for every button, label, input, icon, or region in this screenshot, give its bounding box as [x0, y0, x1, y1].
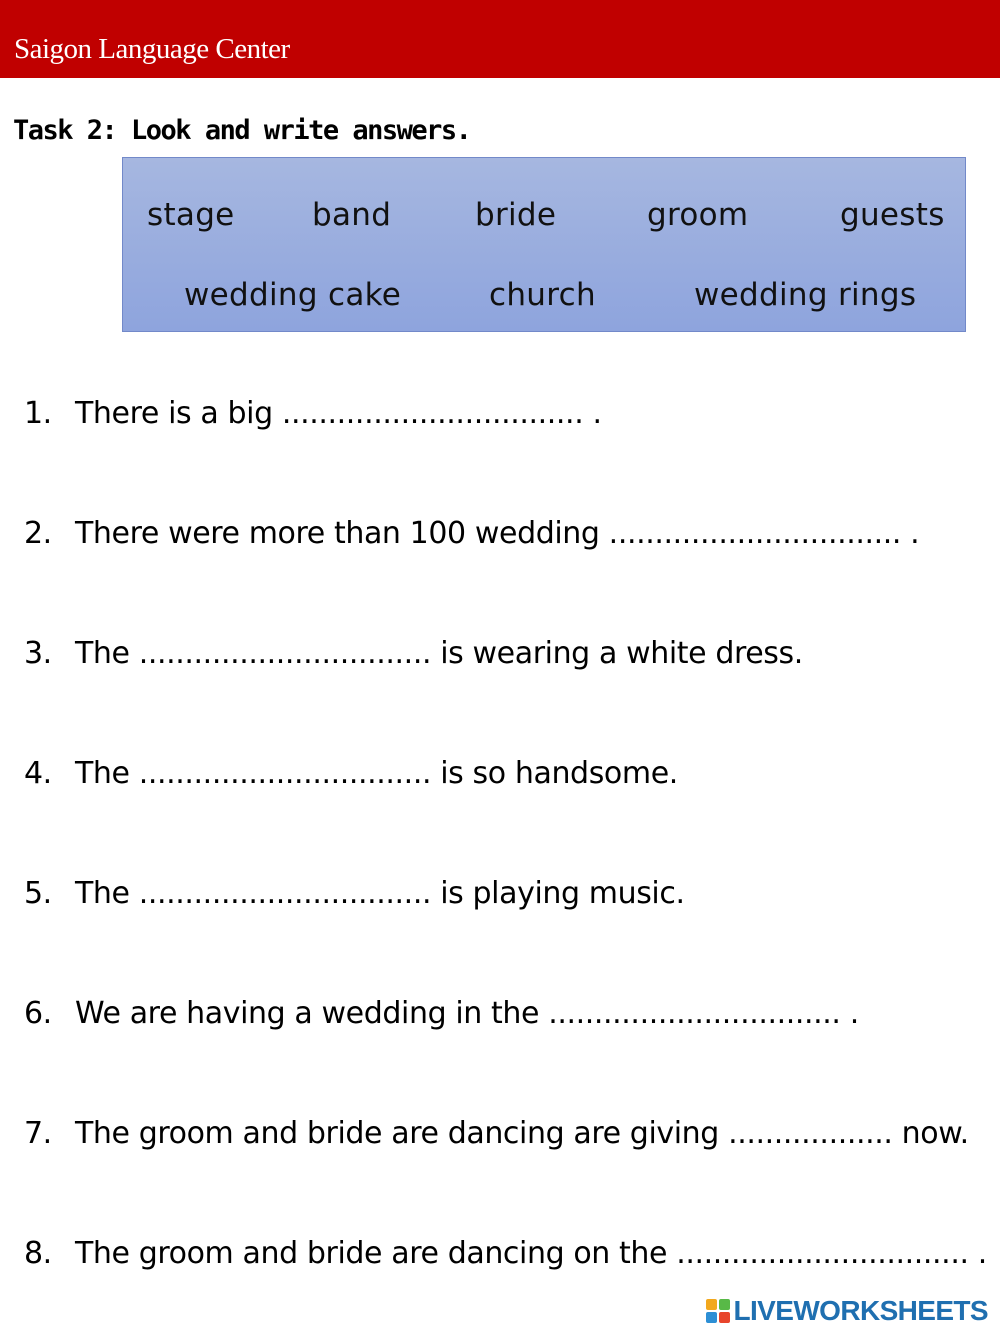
- header-bar: [0, 0, 1000, 78]
- question-text: We are having a wedding in the ................................ .: [75, 996, 859, 1031]
- question-8: [24, 1234, 987, 1274]
- question-text: There is a big ................................. .: [75, 396, 602, 431]
- header-title: Saigon Language Center: [14, 33, 290, 65]
- question-number: 1.: [24, 396, 52, 431]
- task-title: Task 2: Look and write answers.: [13, 115, 471, 146]
- word-bank: [122, 157, 966, 332]
- liveworksheets-logo-icon: [705, 1298, 731, 1324]
- liveworksheets-brand[interactable]: [705, 1291, 988, 1331]
- question-number: 7.: [24, 1116, 52, 1151]
- word-bank-item: stage: [147, 197, 235, 233]
- question-2: [24, 514, 919, 554]
- question-number: 8.: [24, 1236, 52, 1271]
- word-bank-item: groom: [647, 197, 749, 233]
- question-number: 3.: [24, 636, 52, 671]
- word-bank-item: guests: [840, 197, 945, 233]
- question-text: The ................................ is wearing a white dress.: [75, 636, 803, 671]
- question-text: The groom and bride are dancing on the ................................ .: [75, 1236, 987, 1271]
- question-number: 6.: [24, 996, 52, 1031]
- question-number: 5.: [24, 876, 52, 911]
- liveworksheets-wordmark: LIVEWORKSHEETS: [733, 1295, 988, 1326]
- question-6: [24, 994, 859, 1034]
- word-bank-item: wedding rings: [694, 277, 917, 313]
- question-3: [24, 634, 803, 674]
- question-1: [24, 394, 602, 434]
- word-bank-item: church: [489, 277, 596, 313]
- question-text: There were more than 100 wedding ................................ .: [75, 516, 920, 551]
- question-text: The ................................ is so handsome.: [75, 756, 678, 791]
- word-bank-item: band: [312, 197, 392, 233]
- word-bank-item: wedding cake: [184, 277, 402, 313]
- question-text: The ................................ is playing music.: [75, 876, 685, 911]
- word-bank-item: bride: [475, 197, 557, 233]
- question-text: The groom and bride are dancing are giving .................. now.: [75, 1116, 969, 1151]
- question-number: 4.: [24, 756, 52, 791]
- question-7: [24, 1114, 969, 1154]
- question-5: [24, 874, 685, 914]
- question-4: [24, 754, 678, 794]
- question-number: 2.: [24, 516, 52, 551]
